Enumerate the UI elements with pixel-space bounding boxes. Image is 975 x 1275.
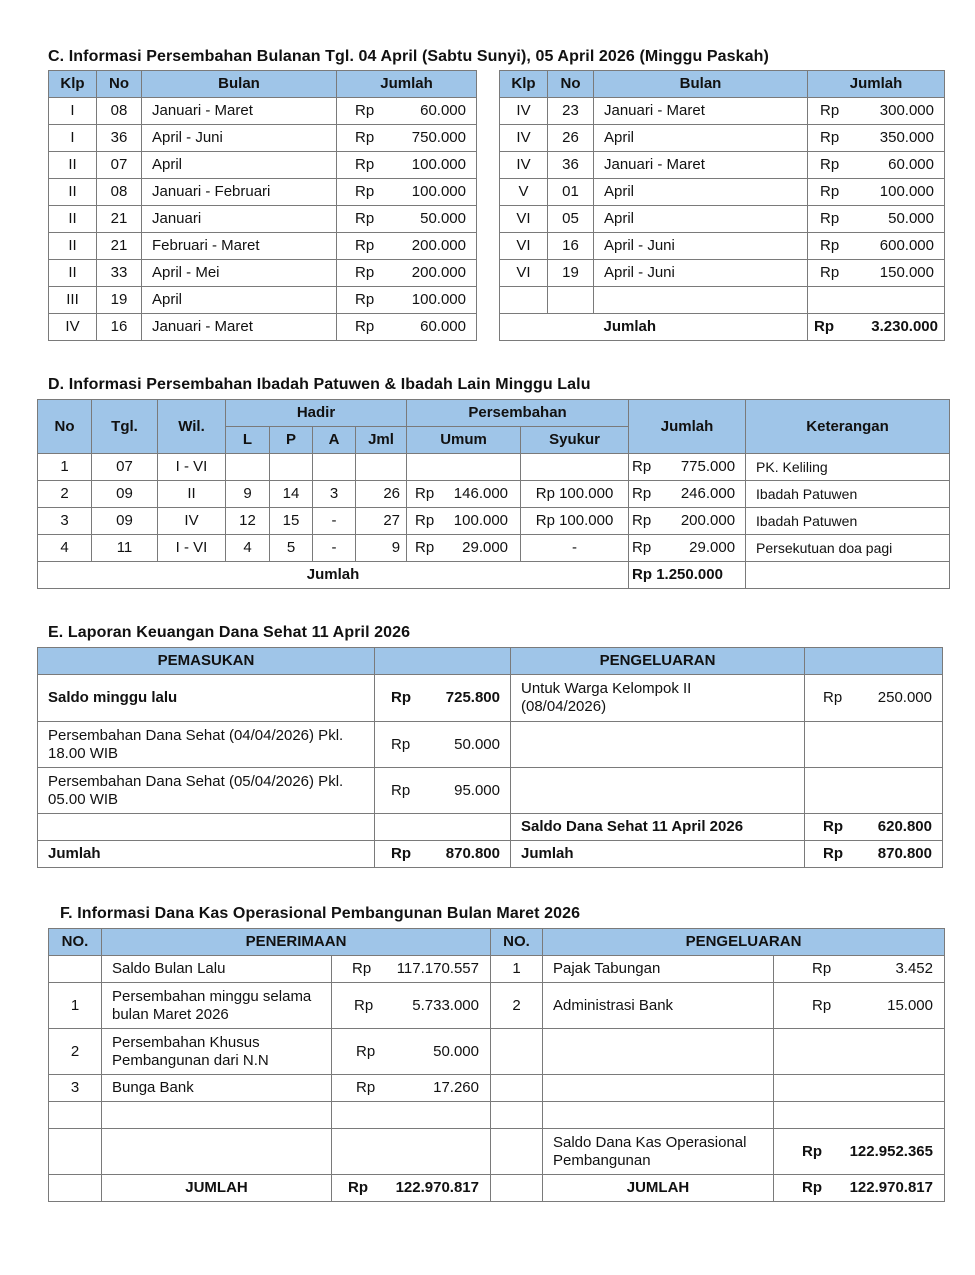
expense-value: 3.452: [895, 960, 933, 977]
jml-cell: 26: [356, 481, 407, 508]
currency-label: Rp: [820, 156, 840, 173]
table-header-row: [49, 71, 477, 98]
klp-cell: III: [49, 287, 97, 314]
header-no: NO.: [491, 929, 543, 956]
p-cell: [270, 454, 313, 481]
table-row: [49, 233, 477, 260]
bulan-cell: April: [594, 206, 808, 233]
bulan-cell: April: [142, 152, 337, 179]
syukur-cell: -: [521, 535, 629, 562]
table-header-row: [49, 929, 945, 956]
section-f-table: [48, 928, 945, 1202]
total-out-value: 870.800: [877, 845, 932, 862]
jumlah-cell: 200.000: [411, 264, 466, 281]
section-c-right-table: [499, 70, 945, 341]
section-c-left-table: [48, 70, 477, 341]
header-pengeluaran: PENGELUARAN: [543, 929, 945, 956]
table-row: [500, 98, 945, 125]
klp-cell: VI: [500, 260, 548, 287]
saldo-row: Saldo Dana Kas Operasional Pembangunan Rp 122.952.365: [49, 1129, 945, 1175]
total-value: Rp 1.250.000: [629, 562, 746, 589]
table-header-row: [38, 648, 943, 675]
table-row: [49, 125, 477, 152]
header-persembahan: Persembahan: [407, 400, 629, 427]
expense-label: Untuk Warga Kelompok II (08/04/2026): [521, 680, 692, 715]
currency-label: Rp: [355, 183, 375, 200]
umum-cell: 100.000: [453, 512, 509, 529]
saldo-value: 620.800: [877, 818, 932, 835]
no-cell: 05: [548, 206, 594, 233]
header-jumlah: Jumlah: [629, 400, 746, 454]
jumlah-cell: 775.000: [680, 458, 736, 475]
header-no: No: [97, 71, 142, 98]
table-row: [49, 179, 477, 206]
wil-cell: I - VI: [158, 535, 226, 562]
income-label: Bunga Bank: [102, 1075, 332, 1102]
table-row: [500, 206, 945, 233]
income-label: Persembahan minggu selama bulan Maret 2026: [112, 987, 312, 1023]
table-row: 3 09 IV 12 15 - 27 Rp 100.000 Rp 100.000 Rp 200.000 Ibadah Patuwen: [38, 508, 950, 535]
currency-label: Rp: [814, 318, 834, 335]
total-row: [38, 562, 950, 589]
header-no: No: [38, 400, 92, 454]
tgl-cell: 09: [92, 508, 158, 535]
jumlah-cell: 100.000: [879, 183, 934, 200]
income-label: Saldo minggu lalu: [38, 675, 375, 722]
expense-label: Administrasi Bank: [543, 983, 774, 1029]
klp-cell: V: [500, 179, 548, 206]
total-in-value: 870.800: [445, 845, 500, 862]
klp-cell: IV: [500, 152, 548, 179]
table-row: [49, 1102, 945, 1129]
income-value: 725.800: [445, 689, 500, 706]
klp-cell: I: [49, 125, 97, 152]
keterangan-cell: Persekutuan doa pagi: [746, 535, 950, 562]
table-row: Saldo minggu lalu Rp 725.800 Untuk Warga Kelompok II (08/04/2026) Rp 250.000: [38, 675, 943, 722]
currency-label: Rp: [820, 237, 840, 254]
klp-cell: II: [49, 233, 97, 260]
total-label: Jumlah: [511, 841, 805, 868]
table-row: [500, 260, 945, 287]
section-e-table: [37, 647, 943, 868]
syukur-cell: Rp 100.000: [521, 481, 629, 508]
table-row: [500, 179, 945, 206]
income-value: 5.733.000: [412, 996, 479, 1014]
no-cell: 33: [97, 260, 142, 287]
jml-cell: 27: [356, 508, 407, 535]
currency-label: Rp: [355, 102, 375, 119]
header-wil: Wil.: [158, 400, 226, 454]
jumlah-cell: 246.000: [680, 485, 736, 502]
table-row: [500, 233, 945, 260]
income-label: Persembahan Khusus Pembangunan dari N.N: [112, 1033, 269, 1069]
p-cell: 15: [270, 508, 313, 535]
header-bulan: Bulan: [142, 71, 337, 98]
no-cell: 23: [548, 98, 594, 125]
no-cell: 36: [548, 152, 594, 179]
table-header-row: [500, 71, 945, 98]
table-row: 2 Persembahan Khusus Pembangunan dari N.N Rp 50.000: [49, 1029, 945, 1075]
currency-label: Rp: [355, 156, 375, 173]
klp-cell: II: [49, 206, 97, 233]
l-cell: 9: [226, 481, 270, 508]
total-row: [500, 314, 945, 341]
l-cell: [226, 454, 270, 481]
bulan-cell: April - Mei: [142, 260, 337, 287]
klp-cell: II: [49, 179, 97, 206]
expense-label: Pajak Tabungan: [543, 956, 774, 983]
jumlah-cell: 50.000: [420, 210, 466, 227]
tgl-cell: 07: [92, 454, 158, 481]
saldo-label: Saldo Dana Kas Operasional Pembangunan: [553, 1133, 747, 1169]
keterangan-cell: Ibadah Patuwen: [746, 481, 950, 508]
section-d-table: [37, 399, 950, 589]
no-cell: 08: [97, 98, 142, 125]
income-label: Persembahan Dana Sehat (05/04/2026) Pkl. 05.00 WIB: [48, 772, 344, 808]
bulan-cell: April - Juni: [594, 233, 808, 260]
klp-cell: I: [49, 98, 97, 125]
l-cell: 12: [226, 508, 270, 535]
bulan-cell: Februari - Maret: [142, 233, 337, 260]
no-cell: 1: [38, 454, 92, 481]
header-tgl: Tgl.: [92, 400, 158, 454]
p-cell: 5: [270, 535, 313, 562]
expense-value: 15.000: [887, 996, 933, 1014]
header-no: NO.: [49, 929, 102, 956]
header-jml: Jml: [356, 427, 407, 454]
no-cell: 21: [97, 233, 142, 260]
jumlah-cell: 100.000: [411, 291, 466, 308]
header-no: No: [548, 71, 594, 98]
bulan-cell: April: [594, 179, 808, 206]
klp-cell: VI: [500, 233, 548, 260]
umum-cell: 146.000: [453, 485, 509, 502]
a-cell: [313, 454, 356, 481]
syukur-cell: [521, 454, 629, 481]
jumlah-cell: 200.000: [680, 512, 736, 529]
currency-label: Rp: [820, 264, 840, 281]
table-row: [500, 125, 945, 152]
table-row: 3 Bunga Bank Rp 17.260: [49, 1075, 945, 1102]
table-row: [500, 152, 945, 179]
bulan-cell: Januari - Maret: [594, 152, 808, 179]
currency-label: Rp: [820, 102, 840, 119]
jml-cell: [356, 454, 407, 481]
jumlah-cell: 600.000: [879, 237, 934, 254]
currency-label: Rp: [355, 237, 375, 254]
klp-cell: IV: [500, 125, 548, 152]
table-header-row: [38, 400, 950, 427]
no-cell: 19: [548, 260, 594, 287]
jumlah-cell: 60.000: [888, 156, 934, 173]
table-row: Persembahan Dana Sehat (05/04/2026) Pkl. 05.00 WIB Rp 95.000: [38, 768, 943, 814]
jumlah-cell: 100.000: [411, 183, 466, 200]
table-row: [49, 260, 477, 287]
header-hadir: Hadir: [226, 400, 407, 427]
bulan-cell: April: [594, 125, 808, 152]
bulan-cell: Januari - Maret: [142, 98, 337, 125]
wil-cell: I - VI: [158, 454, 226, 481]
jumlah-cell: 300.000: [879, 102, 934, 119]
header-syukur: Syukur: [521, 427, 629, 454]
a-cell: -: [313, 508, 356, 535]
table-row: [49, 287, 477, 314]
header-bulan: Bulan: [594, 71, 808, 98]
total-label: Jumlah: [38, 841, 375, 868]
umum-cell: 29.000: [462, 539, 509, 556]
table-row: 4 11 I - VI 4 5 - 9 Rp 29.000 - Rp 29.000 Persekutuan doa pagi: [38, 535, 950, 562]
bulan-cell: April - Juni: [594, 260, 808, 287]
klp-cell: II: [49, 260, 97, 287]
no-cell: 4: [38, 535, 92, 562]
bulan-cell: Januari - Februari: [142, 179, 337, 206]
currency-label: Rp: [355, 264, 375, 281]
table-row: Saldo Bulan Lalu Rp 117.170.557 1 Pajak Tabungan Rp 3.452: [49, 956, 945, 983]
bulan-cell: Januari - Maret: [142, 314, 337, 341]
saldo-value: 122.952.365: [849, 1142, 933, 1160]
klp-cell: IV: [500, 98, 548, 125]
jml-cell: 9: [356, 535, 407, 562]
table-row: 2 09 II 9 14 3 26 Rp 146.000 Rp 100.000 Rp 246.000 Ibadah Patuwen: [38, 481, 950, 508]
header-umum: Umum: [407, 427, 521, 454]
currency-label: Rp: [820, 183, 840, 200]
table-row: 1 07 I - VI Rp 775.000 PK. Keliling: [38, 454, 950, 481]
klp-cell: IV: [49, 314, 97, 341]
table-row: 1 Persembahan minggu selama bulan Maret 2026 Rp 5.733.000 2 Administrasi Bank Rp 15.000: [49, 983, 945, 1029]
klp-cell: II: [49, 152, 97, 179]
wil-cell: IV: [158, 508, 226, 535]
saldo-row: Saldo Dana Sehat 11 April 2026 Rp 620.800: [38, 814, 943, 841]
header-klp: Klp: [49, 71, 97, 98]
tgl-cell: 11: [92, 535, 158, 562]
income-value: 50.000: [454, 735, 500, 753]
header-pemasukan: PEMASUKAN: [38, 648, 375, 675]
expense-value: 250.000: [877, 689, 932, 706]
bulan-cell: April - Juni: [142, 125, 337, 152]
header-jumlah: Jumlah: [337, 71, 477, 98]
no-cell: 19: [97, 287, 142, 314]
income-label: Persembahan Dana Sehat (04/04/2026) Pkl. 18.00 WIB: [48, 726, 344, 762]
table-row: [500, 287, 945, 314]
currency-label: Rp: [355, 129, 375, 146]
currency-label: Rp: [355, 210, 375, 227]
header-keterangan: Keterangan: [746, 400, 950, 454]
a-cell: 3: [313, 481, 356, 508]
section-d-title: D. Informasi Persembahan Ibadah Patuwen & Ibadah Lain Minggu Lalu: [48, 376, 591, 393]
jumlah-cell: 200.000: [411, 237, 466, 254]
total-label: Jumlah: [594, 314, 808, 341]
a-cell: -: [313, 535, 356, 562]
jumlah-cell: 150.000: [879, 264, 934, 281]
total-row: Jumlah Rp 870.800 Jumlah Rp 870.800: [38, 841, 943, 868]
jumlah-cell: 100.000: [411, 156, 466, 173]
jumlah-cell: 29.000: [689, 539, 736, 556]
currency-label: Rp: [355, 318, 375, 335]
no-cell: 36: [97, 125, 142, 152]
header-pengeluaran: PENGELUARAN: [511, 648, 805, 675]
table-row: [49, 152, 477, 179]
table-row: [49, 98, 477, 125]
bulan-cell: Januari: [142, 206, 337, 233]
total-label: JUMLAH: [543, 1175, 774, 1202]
section-f-title: F. Informasi Dana Kas Operasional Pembangunan Bulan Maret 2026: [60, 905, 581, 922]
jumlah-cell: 50.000: [888, 210, 934, 227]
no-cell: 16: [97, 314, 142, 341]
income-value: 50.000: [433, 1042, 479, 1060]
klp-cell: VI: [500, 206, 548, 233]
tgl-cell: 09: [92, 481, 158, 508]
table-row: [49, 314, 477, 341]
keterangan-cell: Ibadah Patuwen: [746, 508, 950, 535]
total-row: JUMLAH Rp 122.970.817 JUMLAH Rp 122.970.817: [49, 1175, 945, 1202]
no-cell: 16: [548, 233, 594, 260]
header-jumlah: Jumlah: [808, 71, 945, 98]
table-row: [49, 206, 477, 233]
total-label: JUMLAH: [102, 1175, 332, 1202]
jumlah-cell: 350.000: [879, 129, 934, 146]
currency-label: Rp: [820, 129, 840, 146]
header-p: P: [270, 427, 313, 454]
header-klp: Klp: [500, 71, 548, 98]
no-cell: 2: [38, 481, 92, 508]
income-value: 17.260: [433, 1079, 479, 1096]
p-cell: 14: [270, 481, 313, 508]
income-value: 95.000: [454, 781, 500, 799]
header-l: L: [226, 427, 270, 454]
no-cell: 07: [97, 152, 142, 179]
currency-label: Rp: [820, 210, 840, 227]
no-cell: 21: [97, 206, 142, 233]
wil-cell: II: [158, 481, 226, 508]
bulan-cell: April: [142, 287, 337, 314]
total-in-value: 122.970.817: [395, 1179, 479, 1196]
no-cell: 01: [548, 179, 594, 206]
income-value: 117.170.557: [396, 960, 479, 977]
section-c-title: C. Informasi Persembahan Bulanan Tgl. 04 April (Sabtu Sunyi), 05 April 2026 (Minggu Paskah): [48, 48, 769, 65]
table-row: Persembahan Dana Sehat (04/04/2026) Pkl. 18.00 WIB Rp 50.000: [38, 722, 943, 768]
no-cell: 08: [97, 179, 142, 206]
header-a: A: [313, 427, 356, 454]
jumlah-cell: 60.000: [420, 102, 466, 119]
section-e-title: E. Laporan Keuangan Dana Sehat 11 April 2026: [48, 624, 411, 641]
header-penerimaan: PENERIMAAN: [102, 929, 491, 956]
jumlah-cell: 750.000: [411, 129, 466, 146]
total-value: 3.230.000: [871, 318, 938, 335]
total-out-value: 122.970.817: [849, 1179, 933, 1196]
no-cell: 26: [548, 125, 594, 152]
no-cell: 3: [38, 508, 92, 535]
jumlah-cell: 60.000: [420, 318, 466, 335]
total-label: Jumlah: [38, 562, 629, 589]
currency-label: Rp: [355, 291, 375, 308]
income-label: Saldo Bulan Lalu: [102, 956, 332, 983]
syukur-cell: Rp 100.000: [521, 508, 629, 535]
keterangan-cell: PK. Keliling: [746, 454, 950, 481]
saldo-label: Saldo Dana Sehat 11 April 2026: [511, 814, 805, 841]
l-cell: 4: [226, 535, 270, 562]
bulan-cell: Januari - Maret: [594, 98, 808, 125]
